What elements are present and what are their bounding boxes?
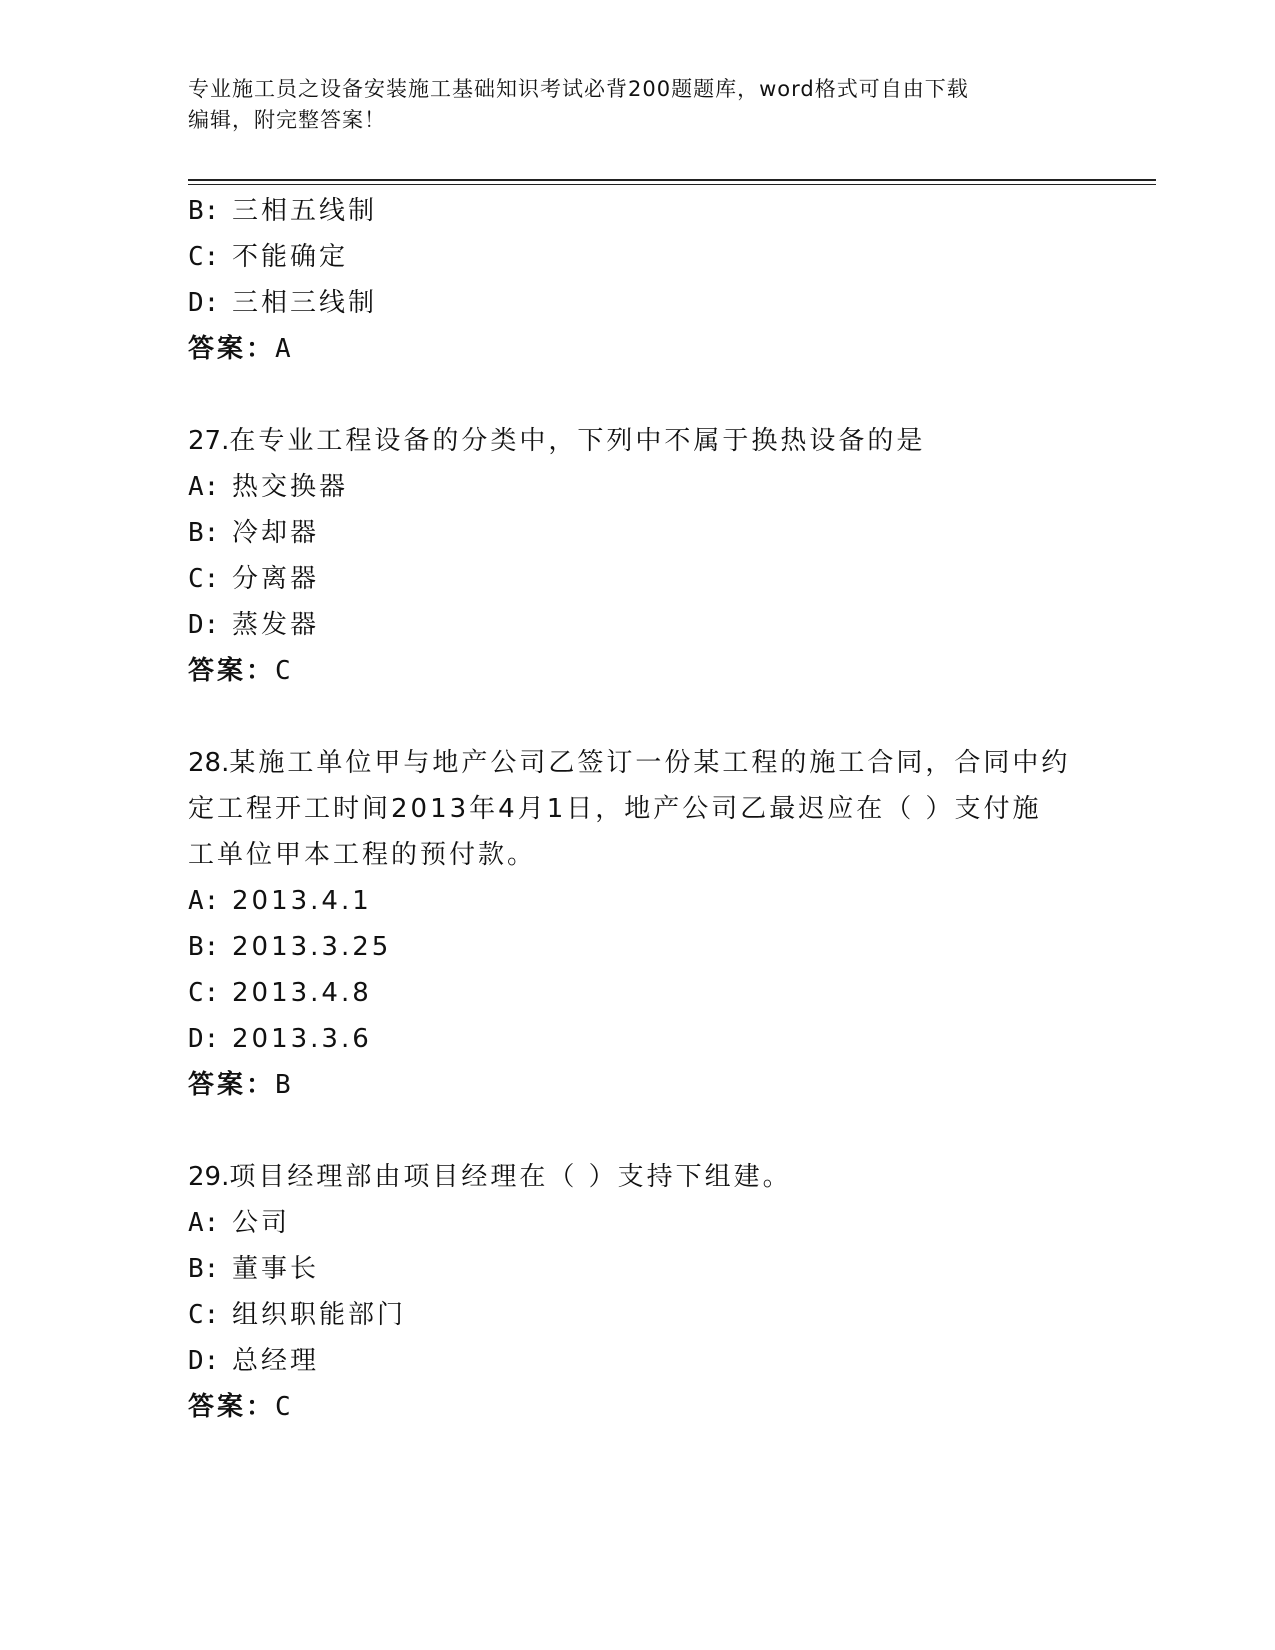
option-text: 三相五线制 xyxy=(232,196,378,226)
question-stem xyxy=(188,418,1088,464)
answer-line xyxy=(188,1062,1088,1108)
option-letter: A: xyxy=(188,472,220,502)
option-text: 三相三线制 xyxy=(232,288,378,318)
answer-value: C xyxy=(275,1392,291,1422)
option-text: 分离器 xyxy=(232,564,320,594)
option-b xyxy=(188,1246,1088,1292)
question-stem xyxy=(188,1154,1088,1200)
spacer xyxy=(188,694,1088,740)
option-letter: C: xyxy=(188,1300,220,1330)
option-letter: B: xyxy=(188,1254,220,1284)
question-29 xyxy=(188,1154,1088,1430)
option-letter: C: xyxy=(188,564,220,594)
question-stem-line1 xyxy=(188,740,1088,786)
answer-value: B xyxy=(275,1070,291,1100)
option-b xyxy=(188,510,1088,556)
option-letter: A: xyxy=(188,886,220,916)
option-letter: C: xyxy=(188,242,220,272)
question-list xyxy=(188,188,1088,1430)
option-letter: D: xyxy=(188,610,220,640)
option-d xyxy=(188,280,1088,326)
option-letter: B: xyxy=(188,932,220,962)
question-text-line3: 工单位甲本工程的预付款。 xyxy=(188,840,537,870)
answer-label: 答案： xyxy=(188,656,276,686)
option-a xyxy=(188,1200,1088,1246)
option-text: 热交换器 xyxy=(232,472,349,502)
option-letter: C: xyxy=(188,978,220,1008)
answer-value: C xyxy=(275,656,291,686)
option-text: 组织职能部门 xyxy=(232,1300,407,1330)
header-divider-thin xyxy=(188,184,1156,185)
option-text: 不能确定 xyxy=(232,242,349,272)
question-text: 项目经理部由项目经理在（ ）支持下组建。 xyxy=(229,1162,792,1192)
option-text: 总经理 xyxy=(232,1346,320,1376)
spacer xyxy=(188,372,1088,418)
option-text: 2013.3.25 xyxy=(232,932,392,962)
option-text: 2013.4.1 xyxy=(232,886,372,916)
question-number: 27. xyxy=(188,426,230,456)
question-text-line2: 定工程开工时间2013年4月1日，地产公司乙最迟应在（ ）支付施 xyxy=(188,794,1042,824)
option-text: 2013.4.8 xyxy=(232,978,372,1008)
document-header xyxy=(188,74,1068,136)
option-letter: D: xyxy=(188,288,220,318)
header-divider-thick xyxy=(188,179,1156,181)
header-title-line1: 专业施工员之设备安装施工基础知识考试必背200题题库，word格式可自由下载 xyxy=(188,77,969,101)
question-stem-line2 xyxy=(188,786,1088,832)
question-text: 在专业工程设备的分类中，下列中不属于换热设备的是 xyxy=(229,426,926,456)
option-a xyxy=(188,464,1088,510)
option-c xyxy=(188,234,1088,280)
option-letter: B: xyxy=(188,518,220,548)
option-d xyxy=(188,1338,1088,1384)
answer-label: 答案： xyxy=(188,1392,276,1422)
answer-value: A xyxy=(275,334,291,364)
option-letter: D: xyxy=(188,1346,220,1376)
answer-label: 答案： xyxy=(188,334,276,364)
question-stem-line3 xyxy=(188,832,1088,878)
option-b xyxy=(188,924,1088,970)
answer-line xyxy=(188,648,1088,694)
question-28 xyxy=(188,740,1088,1108)
answer-label: 答案： xyxy=(188,1070,276,1100)
option-a xyxy=(188,878,1088,924)
option-text: 蒸发器 xyxy=(232,610,320,640)
option-d xyxy=(188,1016,1088,1062)
option-letter: B: xyxy=(188,196,220,226)
option-c xyxy=(188,1292,1088,1338)
option-letter: D: xyxy=(188,1024,220,1054)
question-text-line1: 某施工单位甲与地产公司乙签订一份某工程的施工合同，合同中约 xyxy=(229,748,1071,778)
option-text: 冷却器 xyxy=(232,518,320,548)
spacer xyxy=(188,1108,1088,1154)
option-c xyxy=(188,556,1088,602)
option-c xyxy=(188,970,1088,1016)
option-text: 2013.3.6 xyxy=(232,1024,372,1054)
answer-line xyxy=(188,1384,1088,1430)
answer-line xyxy=(188,326,1088,372)
option-text: 董事长 xyxy=(232,1254,320,1284)
question-27 xyxy=(188,418,1088,694)
question-26-tail xyxy=(188,188,1088,372)
option-text: 公司 xyxy=(232,1208,291,1238)
question-number: 29. xyxy=(188,1162,230,1192)
option-letter: A: xyxy=(188,1208,220,1238)
question-number: 28. xyxy=(188,748,230,778)
header-title-line2: 编辑，附完整答案！ xyxy=(188,108,386,132)
option-d xyxy=(188,602,1088,648)
option-b xyxy=(188,188,1088,234)
